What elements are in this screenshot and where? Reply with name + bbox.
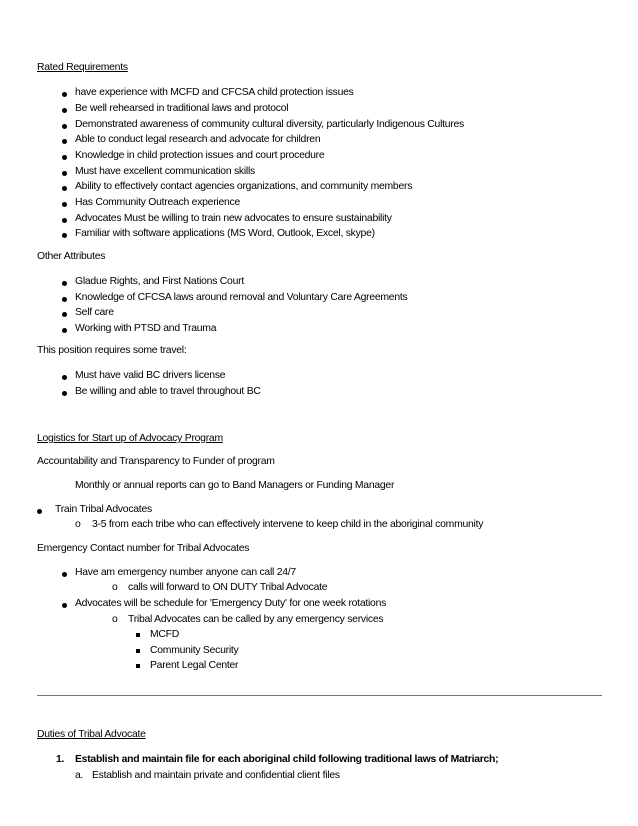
duties-heading: Duties of Tribal Advocate — [37, 729, 146, 740]
list-item: Demonstrated awareness of community cultural diversity, particularly Indigenous Cultures — [75, 119, 464, 130]
list-item: Advocates will be schedule for 'Emergency Duty' for one week rotations — [75, 598, 387, 609]
travel-heading: This position requires some travel: — [37, 345, 187, 356]
list-item: Advocates Must be willing to train new advocates to ensure sustainability — [75, 213, 392, 224]
service-item: Community Security — [150, 645, 239, 656]
bullet-icon — [62, 297, 67, 302]
sub-bullet-marker: o — [112, 582, 118, 593]
square-bullet-icon — [136, 633, 140, 637]
logistics-heading: Logistics for Start up of Advocacy Program — [37, 433, 223, 444]
sub-bullet-marker: o — [75, 519, 81, 530]
bullet-icon — [37, 509, 42, 514]
list-item: Have am emergency number anyone can call 24/7 — [75, 567, 296, 578]
bullet-icon — [62, 92, 67, 97]
duty-item: Establish and maintain file for each aboriginal child following traditional laws of Matriarch; — [75, 754, 499, 765]
duty-subitem: Establish and maintain private and confidential client files — [92, 770, 340, 781]
list-item: Be willing and able to travel throughout BC — [75, 386, 261, 397]
list-item: Self care — [75, 307, 114, 318]
list-item: Knowledge in child protection issues and court procedure — [75, 150, 325, 161]
service-item: Parent Legal Center — [150, 660, 239, 671]
list-item: Must have excellent communication skills — [75, 166, 255, 177]
bullet-icon — [62, 202, 67, 207]
train-advocates-subitem: 3-5 from each tribe who can effectively intervene to keep child in the aboriginal community — [92, 519, 484, 530]
bullet-icon — [62, 124, 67, 129]
list-item: have experience with MCFD and CFCSA child protection issues — [75, 87, 354, 98]
bullet-icon — [62, 155, 67, 160]
bullet-icon — [62, 233, 67, 238]
bullet-icon — [62, 328, 67, 333]
sub-bullet-marker: o — [112, 614, 118, 625]
reports-line: Monthly or annual reports can go to Band Managers or Funding Manager — [75, 480, 395, 491]
called-by-item: Tribal Advocates can be called by any emergency services — [128, 614, 384, 625]
bullet-icon — [62, 375, 67, 380]
square-bullet-icon — [136, 649, 140, 653]
list-item: Be well rehearsed in traditional laws and protocol — [75, 103, 289, 114]
bullet-icon — [62, 391, 67, 396]
bullet-icon — [62, 281, 67, 286]
bullet-icon — [62, 186, 67, 191]
emergency-contact-heading: Emergency Contact number for Tribal Advocates — [37, 543, 250, 554]
bullet-icon — [62, 139, 67, 144]
list-item: Working with PTSD and Trauma — [75, 323, 217, 334]
duty-number: 1. — [56, 754, 65, 765]
list-item: Has Community Outreach experience — [75, 197, 241, 208]
list-item: Gladue Rights, and First Nations Court — [75, 276, 244, 287]
bullet-icon — [62, 218, 67, 223]
bullet-icon — [62, 572, 67, 577]
list-item: Familiar with software applications (MS Word, Outlook, Excel, skype) — [75, 228, 375, 239]
list-item: Must have valid BC drivers license — [75, 370, 226, 381]
train-advocates-item: Train Tribal Advocates — [55, 504, 152, 515]
bullet-icon — [62, 108, 67, 113]
service-item: MCFD — [150, 629, 180, 640]
accountability-line: Accountability and Transparency to Funder of program — [37, 456, 275, 467]
horizontal-divider — [37, 695, 602, 696]
duty-subitem-letter: a. — [75, 770, 84, 781]
list-item: Knowledge of CFCSA laws around removal and Voluntary Care Agreements — [75, 292, 408, 303]
bullet-icon — [62, 603, 67, 608]
list-item: Ability to effectively contact agencies organizations, and community members — [75, 181, 413, 192]
rated-requirements-heading: Rated Requirements — [37, 62, 128, 73]
other-attributes-heading: Other Attributes — [37, 251, 106, 262]
list-item: Able to conduct legal research and advocate for children — [75, 134, 321, 145]
calls-forward-item: calls will forward to ON DUTY Tribal Advocate — [128, 582, 328, 593]
square-bullet-icon — [136, 664, 140, 668]
bullet-icon — [62, 171, 67, 176]
bullet-icon — [62, 312, 67, 317]
